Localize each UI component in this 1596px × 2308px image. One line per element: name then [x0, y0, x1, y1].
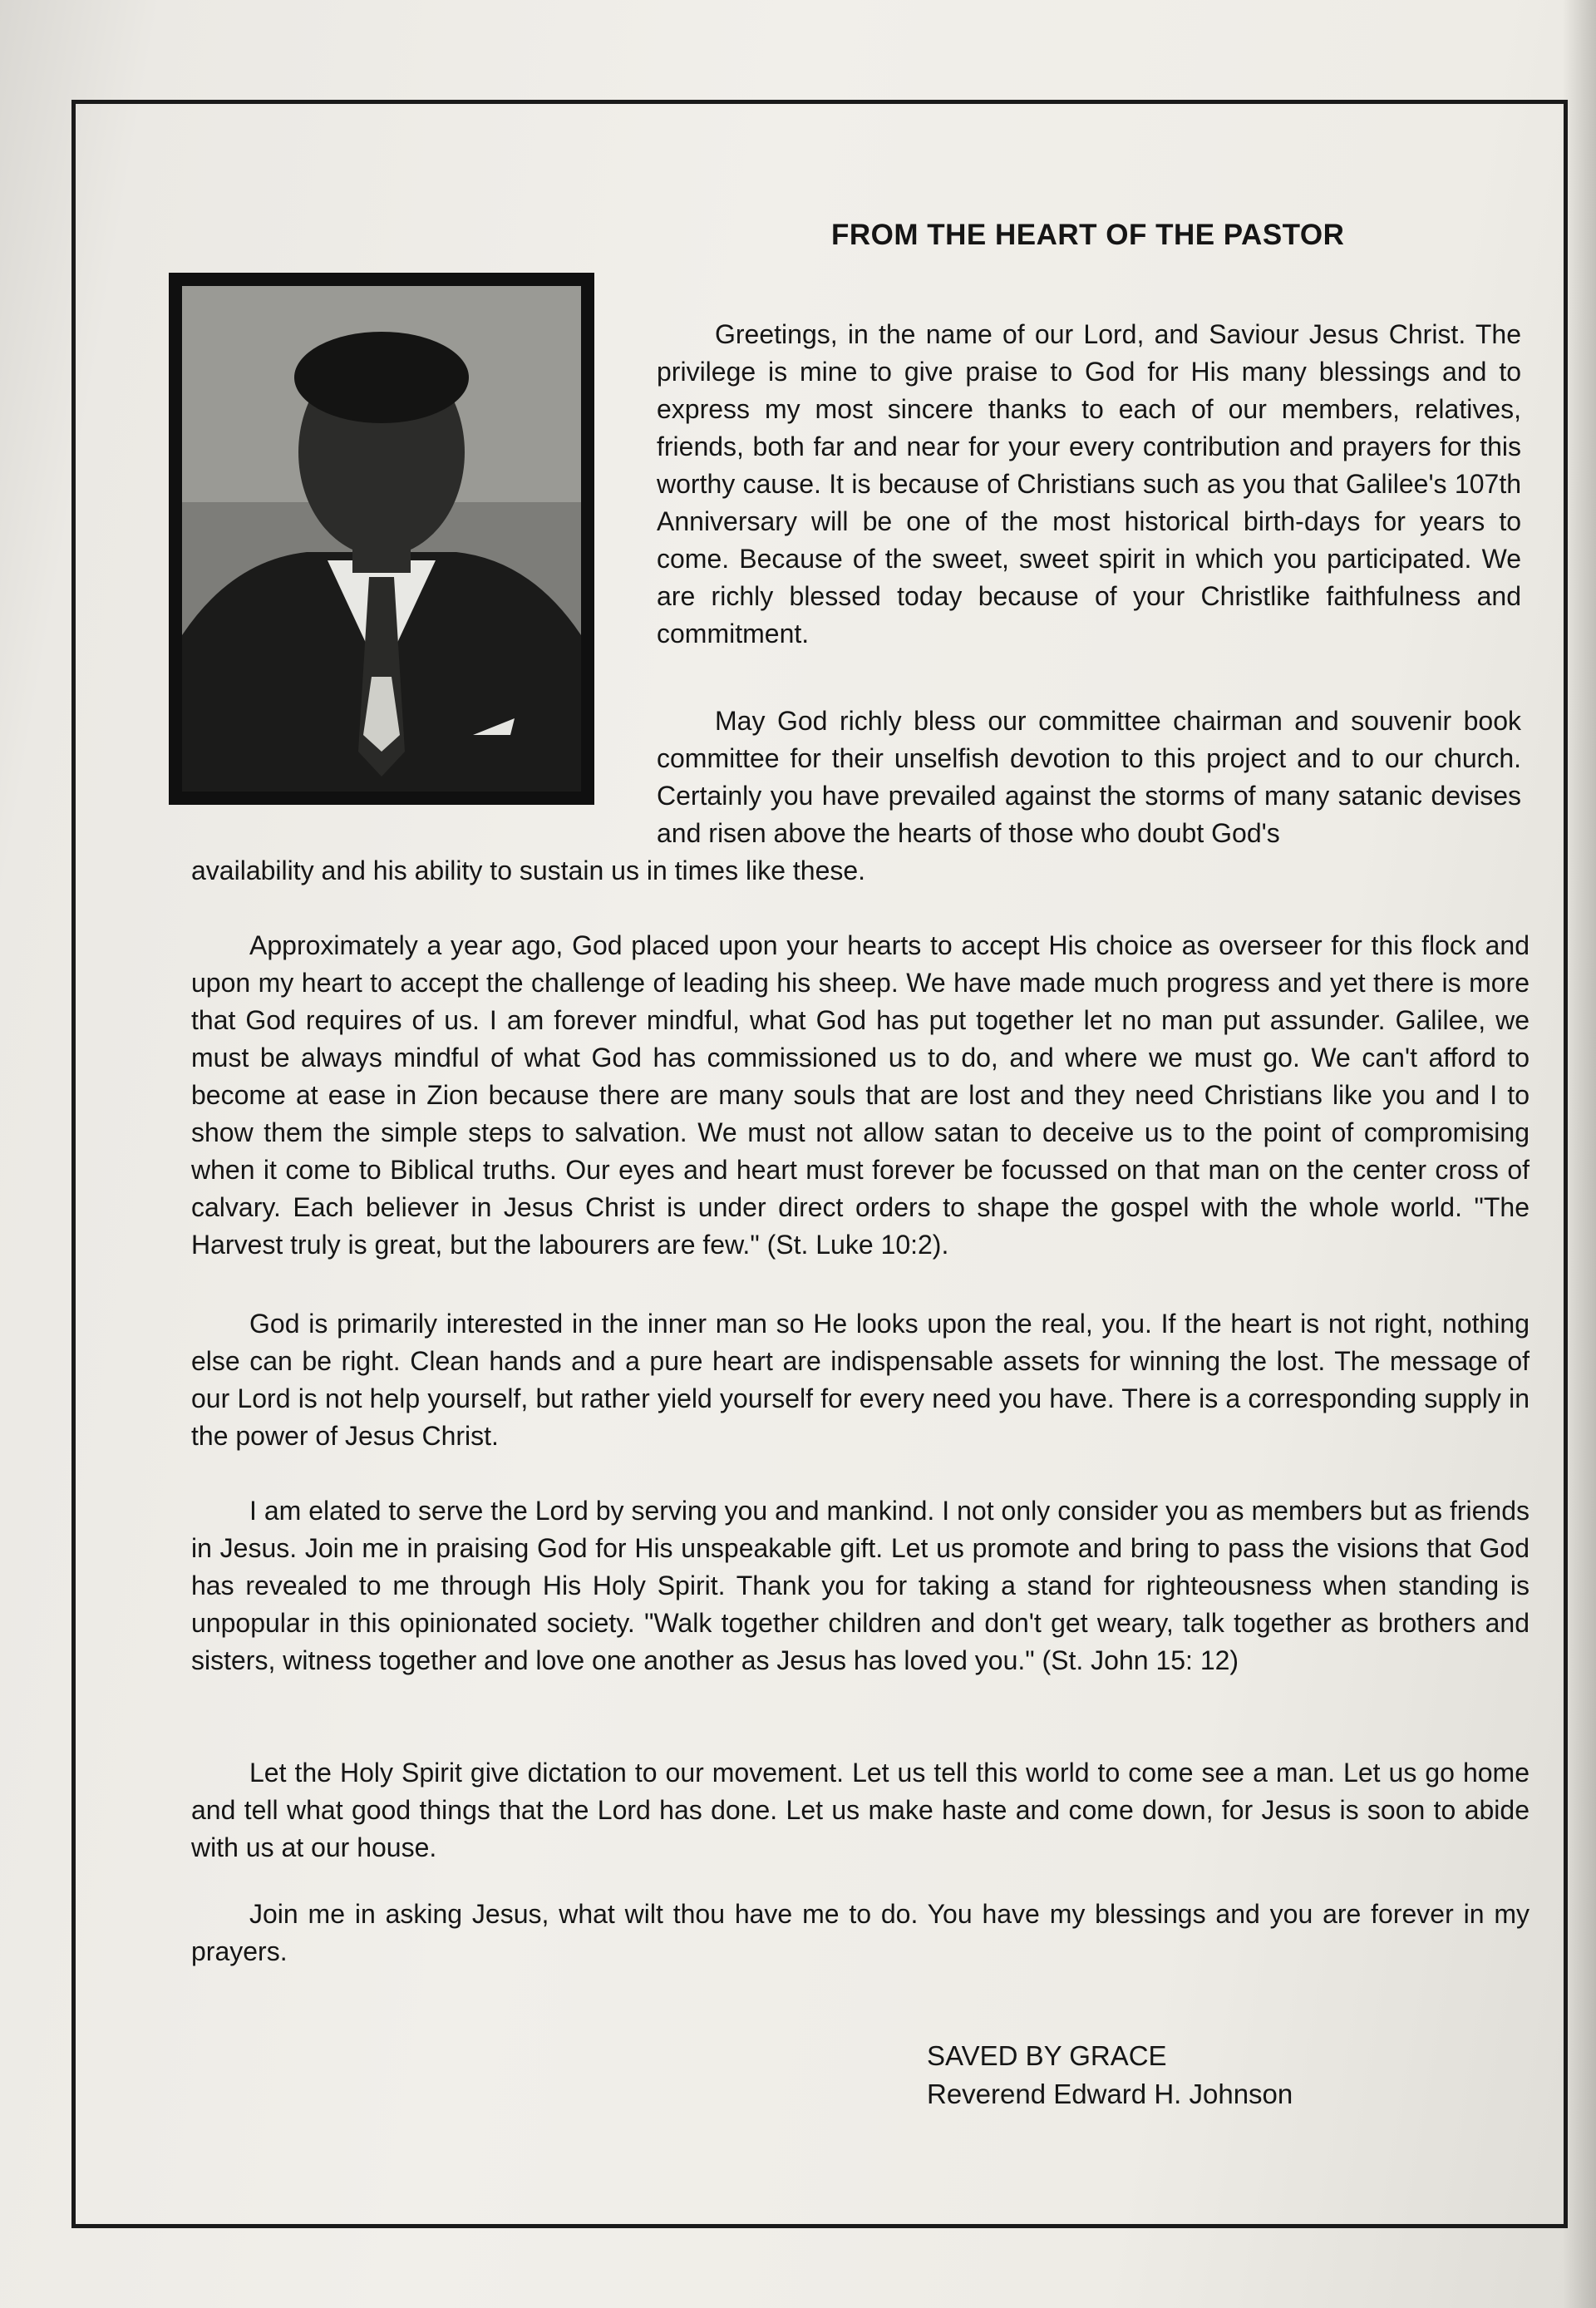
paragraph-text: availability and his ability to sustain us in times like these. [191, 856, 866, 885]
paragraph-closing [191, 1896, 1530, 1970]
pastor-photo-frame [169, 273, 594, 805]
paragraph-committee [657, 703, 1521, 852]
paragraph-text: Let the Holy Spirit give dictation to our movement. Let us tell this world to come see a man. Let us go home and tell what good things that the Lord has done. Let us make haste and come down, for Jesus is soon to abide with us at our house. [191, 1758, 1530, 1862]
signature-name: Reverend Edward H. Johnson [927, 2079, 1293, 2109]
signature-block [927, 2037, 1293, 2113]
paragraph-text: May God richly bless our committee chairman and souvenir book committee for their unselfish devotion to this project and to our church. Certainly you have prevailed against the storms of many satanic devises and risen above the hearts of those who doubt God's [657, 706, 1521, 848]
paragraph-elated [191, 1492, 1530, 1679]
paragraph-text: Join me in asking Jesus, what wilt thou have me to do. You have my blessings and you are forever in my prayers. [191, 1899, 1530, 1966]
paragraph-inner-man [191, 1305, 1530, 1455]
signature-closing: SAVED BY GRACE [927, 2040, 1167, 2071]
paragraph-greetings [657, 316, 1521, 653]
pastor-photo [182, 286, 581, 792]
page-edge-shadow [1563, 0, 1596, 2308]
paragraph-overseer [191, 927, 1530, 1264]
paragraph-text: I am elated to serve the Lord by serving you and mankind. I not only consider you as members but as friends in Jesus. Join me in praising God for His unspeakable gift. Let us promote and bring to pass the visions that God has revealed to me through His Holy Spirit. Thank you for taking a stand for righteousness when standing is unpopular in this opinionated society. "Walk together children and don't get weary, talk together as brothers and sisters, witness together and love one another as Jesus has loved you." (St. John 15: 12) [191, 1496, 1530, 1675]
paragraph-holy-spirit [191, 1754, 1530, 1867]
paragraph-text: Greetings, in the name of our Lord, and Saviour Jesus Christ. The privilege is mine to give praise to God for His many blessings and to express my most sincere thanks to each of our members, relatives, friends, both far and near for your every contribution and prayers for this worthy cause. It is because of Christians such as you that Galilee's 107th Anniversary will be one of the most historical birth-days for years to come. Because of the sweet, sweet spirit in which you participated. We are richly blessed today because of your Christlike faithfulness and commitment. [657, 319, 1521, 649]
paragraph-committee-continued [191, 852, 1056, 890]
paragraph-text: God is primarily interested in the inner man so He looks upon the real, you. If the heart is not right, nothing else can be right. Clean hands and a pure heart are indispensable assets for winning the lost. The message of our Lord is not help yourself, but rather yield yourself for every need you have. There is a corresponding supply in the power of Jesus Christ. [191, 1309, 1530, 1451]
page-title: FROM THE HEART OF THE PASTOR [831, 219, 1345, 251]
portrait-illustration [182, 286, 581, 792]
paragraph-text: Approximately a year ago, God placed upon your hearts to accept His choice as overseer for this flock and upon my heart to accept the challenge of leading his sheep. We have made much progress and yet there is more that God requires of us. I am forever mindful, what God has put together let no man put assunder. Galilee, we must be always mindful of what God has commissioned us to do, and where we must go. We can't afford to become at ease in Zion because there are many souls that are lost and they need Christians like you and I to show them the simple steps to salvation. We must not allow satan to deceive us to the point of compromising when it come to Biblical truths. Our eyes and heart must forever be focussed on that man on the center cross of calvary. Each believer in Jesus Christ is under direct orders to shape the gospel with the whole world. "The Harvest truly is great, but the labourers are few." (St. Luke 10:2). [191, 930, 1530, 1260]
